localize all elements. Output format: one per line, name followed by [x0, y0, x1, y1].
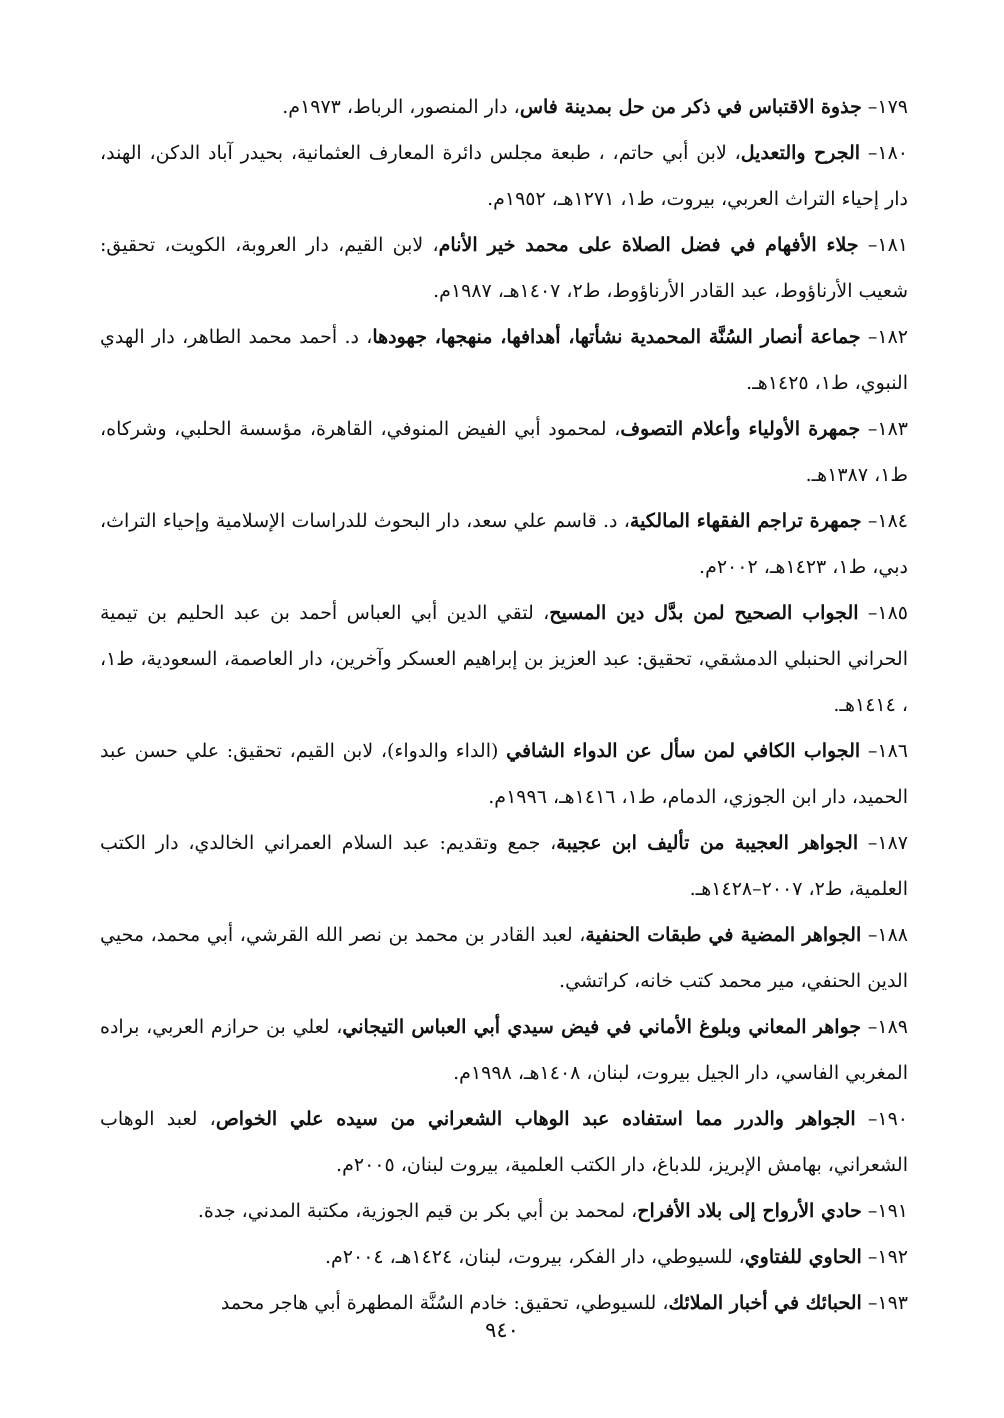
entry-number: ١٨٠–: [860, 142, 908, 164]
bibliography-entry-187: [100, 820, 908, 912]
entry-number: ١٩٢–: [861, 1246, 908, 1268]
bibliography-entry-180: [100, 130, 908, 222]
bibliography-entry-188: [100, 912, 908, 1004]
entry-title: جلاء الأفهام في فضل الصلاة على محمد خير الأنام: [438, 234, 859, 256]
entry-details: ، جمع وتقديم: عبد السلام العمراني الخالدي، دار الكتب العلمية، ط٢، ٢٠٠٧–١٤٢٨هـ.: [100, 832, 908, 900]
entry-number: ١٨٣–: [860, 418, 908, 440]
entry-number: ١٩٣–: [861, 1292, 908, 1314]
entry-details: ، لابن القيم، دار العروبة، الكويت، تحقيق: شعيب الأرناؤوط، عبد القادر الأرناؤوط، ط٢، ١٤٠٧هـ، ١٩٨٧م.: [100, 234, 908, 302]
bibliography-entry-192: [100, 1234, 908, 1280]
entry-details: ، لمحمد بن أبي بكر بن قيم الجوزية، مكتبة المدني، جدة.: [197, 1200, 638, 1222]
entry-title: جذوة الاقتباس في ذكر من حل بمدينة فاس: [519, 96, 862, 118]
entry-title: الجواهر المضية في طبقات الحنفية: [585, 924, 862, 946]
entry-details: (الداء والدواء)، لابن القيم، تحقيق: علي حسن عبد الحميد، دار ابن الجوزي، الدمام، ط١، ١٤١٦هـ، ١٩٩٦م.: [100, 740, 908, 808]
bibliography-entry-189: [100, 1004, 908, 1096]
bibliography-entry-191: [100, 1188, 908, 1234]
entry-title: الجرح والتعديل: [740, 142, 861, 164]
entry-title: الحبائك في أخبار الملائك: [668, 1292, 862, 1314]
entry-details: ، للسيوطي، دار الفكر، بيروت، لبنان، ١٤٢٤هـ، ٢٠٠٤م.: [324, 1246, 745, 1268]
entry-title: جواهر المعاني وبلوغ الأماني في فيض سيدي أبي العباس التيجاني: [342, 1016, 862, 1038]
bibliography-entry-183: [100, 406, 908, 498]
entry-number: ١٨٩–: [861, 1016, 908, 1038]
entry-number: ١٩١–: [861, 1200, 908, 1222]
entry-number: ١٨٧–: [858, 832, 908, 854]
page-number: ٩٤٠: [485, 1318, 519, 1342]
entry-details: ، لابن أبي حاتم، ، طبعة مجلس دائرة المعارف العثمانية، بحيدر آباد الدكن، الهند، دار إحياء التراث العربي، بيروت، ط١، ١٢٧١هـ، ١٩٥٢م.: [100, 142, 908, 210]
entry-details: ، للسيوطي، تحقيق: خادم السُنَّة المطهرة أبي هاجر محمد: [220, 1292, 669, 1314]
entry-number: ١٨٦–: [860, 740, 908, 762]
entry-title: جماعة أنصار السُنَّة المحمدية نشأتها، أهدافها، منهجها، جهودها: [372, 326, 861, 348]
bibliography-entry-186: [100, 728, 908, 820]
entry-details: ، لعبد القادر بن محمد بن نصر الله القرشي، أبي محمد، محيي الدين الحنفي، مير محمد كتب خانه، كراتشي.: [100, 924, 908, 992]
entry-title: الجواب الصحيح لمن بدَّل دين المسيح: [549, 602, 859, 624]
entry-number: ١٨٥–: [858, 602, 908, 624]
entry-details: ، لعبد الوهاب الشعراني، بهامش الإبريز، للدباغ، دار الكتب العلمية، بيروت لبنان، ٢٠٠٥م.: [100, 1108, 908, 1176]
entry-details: ، د. قاسم علي سعد، دار البحوث للدراسات الإسلامية وإحياء التراث، دبي، ط١، ١٤٢٣هـ، ٢٠٠٢م.: [100, 510, 908, 578]
bibliography-entry-190: [100, 1096, 908, 1188]
entry-number: ١٩٠–: [855, 1108, 909, 1130]
entry-details: ، لمحمود أبي الفيض المنوفي، القاهرة، مؤسسة الحلبي، وشركاه، ط١، ١٣٨٧هـ.: [100, 418, 908, 486]
bibliography-entry-184: [100, 498, 908, 590]
entry-number: ١٨١–: [858, 234, 908, 256]
entry-title: الحاوي للفتاوي: [744, 1246, 862, 1268]
entry-details: ، د. أحمد محمد الطاهر، دار الهدي النبوي، ط١، ١٤٢٥هـ.: [100, 326, 908, 394]
entry-details: ، دار المنصور، الرباط، ١٩٧٣م.: [282, 96, 520, 118]
entry-title: الجواهر العجيبة من تأليف ابن عجيبة: [556, 832, 859, 854]
entry-title: الجواهر والدرر مما استفاده عبد الوهاب الشعراني من سيده علي الخواص: [215, 1108, 856, 1130]
entry-title: حادي الأرواح إلى بلاد الأفراح: [637, 1200, 862, 1222]
entry-title: الجواب الكافي لمن سأل عن الدواء الشافي: [506, 740, 861, 762]
entry-number: ١٨٤–: [861, 510, 909, 532]
entry-number: ١٧٩–: [861, 96, 908, 118]
bibliography-entry-179: [100, 84, 908, 130]
bibliography-entry-182: [100, 314, 908, 406]
entry-details: ، لتقي الدين أبي العباس أحمد بن عبد الحليم بن تيمية الحراني الحنبلي الدمشقي، تحقيق: عبد العزيز بن إبراهيم العسكر وآخرين، دار العاصمة، السعودية، ط١، ، ١٤١٤هـ.: [100, 602, 908, 716]
entry-title: جمهرة الأولياء وأعلام التصوف: [620, 418, 861, 440]
bibliography-entry-181: [100, 222, 908, 314]
bibliography-entry-185: [100, 590, 908, 728]
entry-number: ١٨٢–: [860, 326, 908, 348]
bibliography-list: [100, 84, 908, 1326]
entry-number: ١٨٨–: [861, 924, 908, 946]
entry-title: جمهرة تراجم الفقهاء المالكية: [629, 510, 862, 532]
entry-details: ، لعلي بن حرازم العربي، براده المغربي الفاسي، دار الجيل بيروت، لبنان، ١٤٠٨هـ، ١٩٩٨م.: [100, 1016, 908, 1084]
